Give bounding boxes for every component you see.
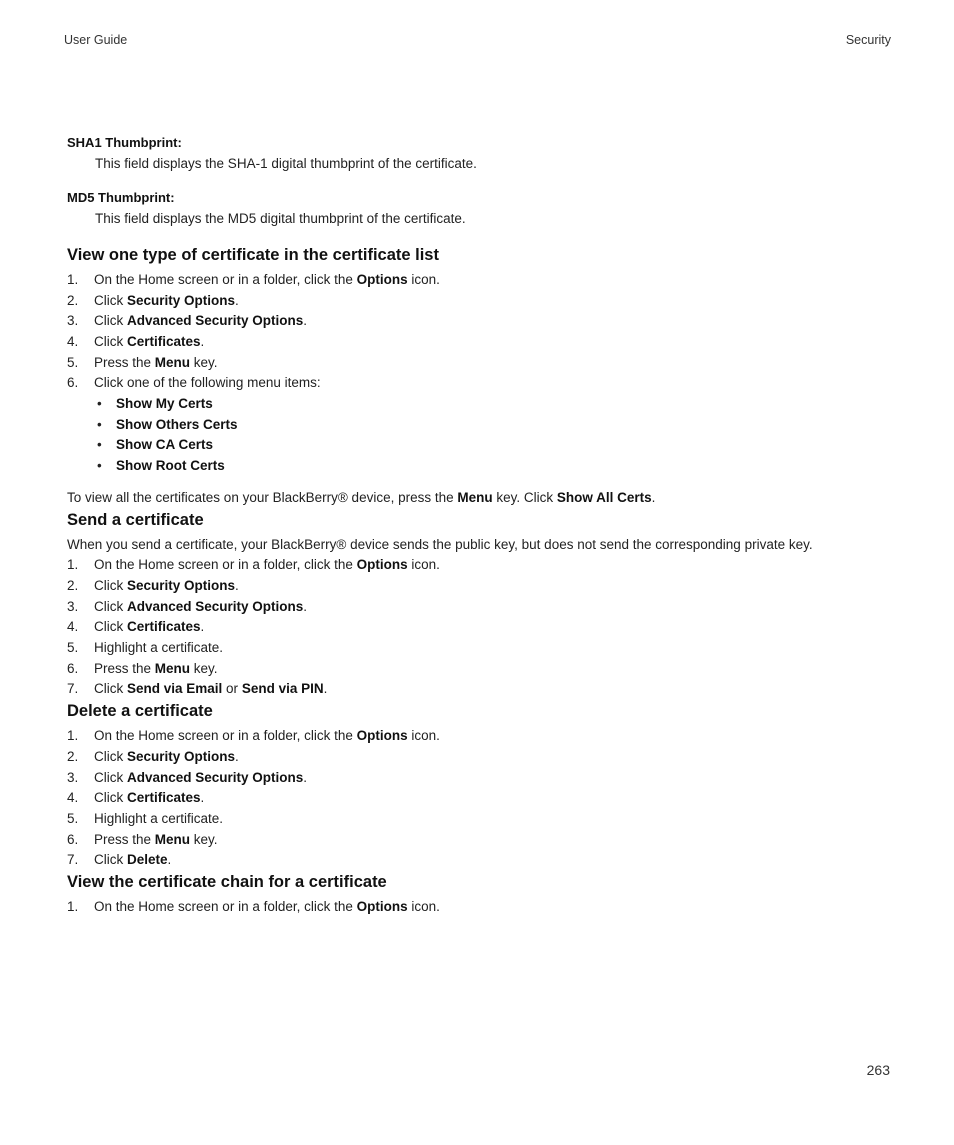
- field-term-sha1: SHA1 Thumbprint:: [67, 135, 182, 150]
- list-item: 7. Click Send via Email or Send via PIN.: [67, 681, 328, 697]
- list-item: 7. Click Delete.: [67, 852, 172, 868]
- list-item: 4. Click Certificates.: [67, 333, 205, 349]
- list-item: 3. Click Advanced Security Options.: [67, 598, 308, 614]
- list-item: 6. Press the Menu key.: [67, 831, 218, 847]
- section-title-delete: Delete a certificate: [67, 702, 213, 721]
- section-title-view-type: View one type of certificate in the certificate list: [67, 245, 439, 264]
- bullet-icon: •: [97, 437, 102, 453]
- page-number: 263: [866, 1062, 890, 1078]
- field-term-md5: MD5 Thumbprint:: [67, 190, 175, 206]
- list-item: 6. Press the Menu key.: [67, 660, 218, 676]
- list-item: 5. Highlight a certificate.: [67, 810, 224, 826]
- bullet-icon: •: [97, 458, 102, 474]
- steps-list-chain: [67, 897, 897, 918]
- list-item: • Show CA Certs: [94, 435, 897, 456]
- list-item: 2. Click Security Options.: [67, 292, 239, 308]
- list-item: • Show Root Certs: [94, 456, 897, 477]
- list-item: 1. On the Home screen or in a folder, click the Options icon.: [67, 899, 440, 915]
- steps-list-view-type: [67, 270, 897, 394]
- send-intro: When you send a certificate, your BlackBerry® device sends the public key, but does not send the corresponding private key.: [67, 536, 813, 552]
- steps-list-delete: [67, 726, 897, 871]
- list-item: 1. On the Home screen or in a folder, click the Options icon.: [67, 557, 440, 573]
- list-item: 4. Click Certificates.: [67, 619, 205, 635]
- section-title-chain: View the certificate chain for a certificate: [67, 873, 387, 892]
- section-title-send: Send a certificate: [67, 510, 204, 529]
- list-item: 5. Press the Menu key.: [67, 354, 218, 370]
- field-desc-md5: This field displays the MD5 digital thumbprint of the certificate.: [95, 211, 466, 227]
- bullet-icon: •: [97, 416, 102, 432]
- list-item: 3. Click Advanced Security Options.: [67, 769, 308, 785]
- list-item: 2. Click Security Options.: [67, 748, 239, 764]
- list-item: • Show My Certs: [94, 394, 897, 415]
- header-guide-title: User Guide: [64, 33, 128, 47]
- list-item: 5. Highlight a certificate.: [67, 640, 224, 656]
- list-item: 2. Click Security Options.: [67, 577, 239, 593]
- page-content: [67, 133, 897, 918]
- bullet-icon: •: [97, 396, 102, 412]
- header-section-title: Security: [845, 33, 891, 47]
- list-item: 4. Click Certificates.: [67, 790, 205, 806]
- list-item: 6. Click one of the following menu items:: [67, 375, 321, 391]
- list-item: 1. On the Home screen or in a folder, click the Options icon.: [67, 728, 440, 744]
- menu-items-list: [67, 394, 897, 477]
- list-item: 1. On the Home screen or in a folder, click the Options icon.: [67, 271, 440, 287]
- view-all-note: To view all the certificates on your BlackBerry® device, press the Menu key. Click Show All Certs.: [67, 489, 656, 505]
- field-desc-sha1: This field displays the SHA-1 digital thumbprint of the certificate.: [95, 155, 477, 171]
- steps-list-send: [67, 555, 897, 700]
- list-item: • Show Others Certs: [94, 415, 897, 436]
- list-item: 3. Click Advanced Security Options.: [67, 313, 308, 329]
